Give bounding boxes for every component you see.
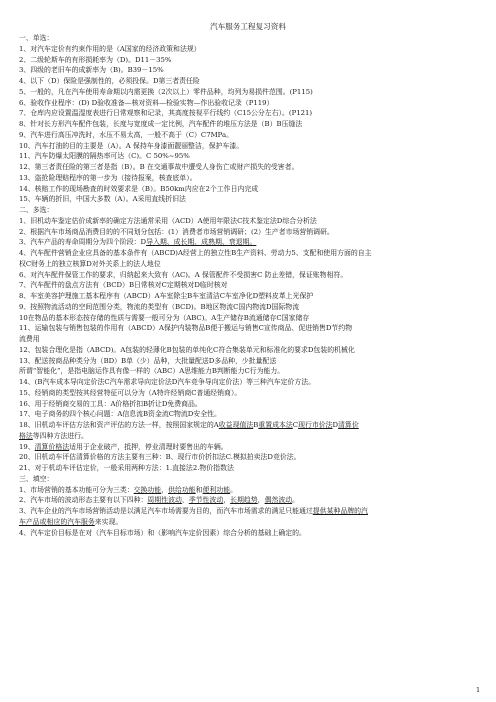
text-segment: 适用于企业破产，抵押，停业清理时要售出的车辆。: [69, 442, 228, 451]
text-line: [19, 345, 477, 356]
text-segment: 来实现。: [94, 517, 123, 526]
text-segment: 17、电子商务的四个核心问题：A信息流B资金流C物流D安全性。: [19, 410, 221, 419]
text-segment: 二、多选：: [19, 206, 54, 214]
text-segment: 7、仓库内应设置温湿度表进行日常观察和记录，其高度按视平行线约（C15公分左右）。(P121): [19, 109, 313, 118]
text-segment: 和: [195, 485, 203, 494]
underlined-answer: 交换功能: [133, 485, 162, 494]
text-segment: 13、盗抢险理赔程序的第一步为（接待报案，核查底单）。: [19, 173, 197, 182]
underlined-answer: 清算价格法: [34, 442, 70, 451]
text-segment: 19、: [19, 442, 35, 451]
text-segment: 9、汽车进行高压冲洗时，水压不易太高，一般不高于（C）C7MPa。: [19, 130, 233, 139]
text-line: [19, 420, 477, 431]
text-segment: ，: [257, 496, 265, 505]
text-segment: 等四种方法进行。: [32, 431, 88, 440]
underlined-answer: 季节性波动: [188, 496, 224, 505]
underlined-answer: 重置成本法: [258, 421, 293, 429]
text-line: [19, 216, 477, 227]
text-line: [19, 205, 477, 216]
text-line: [19, 130, 477, 141]
text-segment: 4、汽车定价目标是在对（汽车目标市场）和（影响汽车定价因素）综合分析的基础上确定的。: [19, 528, 306, 537]
text-line: [19, 409, 477, 420]
text-line: [19, 44, 477, 55]
text-line: [19, 98, 477, 109]
text-segment: 16、用于经销商交易的工具：A价格折扣B折让D免费商品。: [19, 399, 202, 408]
document-title: 汽车服务工程复习资料: [210, 22, 286, 31]
text-segment: 12、第三者责任险的第三者是指（B）。B 在交通事故中遭受人身伤亡或财产损失的受害者。: [19, 163, 299, 171]
text-line: [19, 87, 477, 98]
text-segment: D: [332, 421, 339, 429]
text-line: [19, 173, 477, 184]
text-segment: 流费用: [19, 335, 40, 343]
text-segment: 12、包装合理化是指（ABCD)。A包装的轻薄化B包装的单纯化C符合集装单元和标准化的要求D包装的机械化: [19, 345, 355, 354]
text-line: [19, 377, 477, 388]
text-line: [19, 506, 477, 517]
text-segment: 1、旧机动车鉴定估价成新率的确定方法通常采用（ACD）A使用年限法C技术鉴定法D综合分析法: [19, 216, 317, 225]
underlined-answer: 周期性波动: [147, 496, 182, 505]
text-line: [19, 323, 477, 334]
text-segment: B: [253, 421, 259, 429]
text-line: [19, 528, 477, 539]
text-line: [19, 141, 477, 152]
text-segment: 13、配送按商品种类分为（BD）B单（少）品种，大批量配送D多品种，少批量配送: [19, 356, 277, 365]
text-segment: 18、旧机动车评估方法和资产评估的方法一样，按照国家规定的A: [19, 421, 219, 429]
text-segment: 2、二级轮斯车的有形损耗率为（D)。D11－35%: [19, 55, 172, 64]
text-line: [19, 33, 477, 44]
text-line: [19, 334, 477, 345]
underlined-answer: 长期趋势: [230, 496, 258, 505]
underlined-answer: 收益现值法: [218, 421, 254, 429]
text-line: [19, 227, 477, 238]
text-line: [19, 280, 477, 291]
text-line: [19, 313, 477, 324]
text-segment: 所谓“智能化”，是指电脑运作具有像一样的（ABC）A思维能力B判断能力C行为能力。: [19, 367, 285, 376]
text-segment: 14、(B汽车成本导向定价法C汽车需求导向定价法D汽车竞争导向定价法）等三种汽车定价方法。: [19, 378, 316, 386]
text-segment: 1、市场营销的基本功能可分为三类：: [19, 485, 134, 494]
text-segment: 2、汽车市场的波动形态主要有以下四种：: [19, 496, 148, 505]
text-segment: 权C财务上的独立核算D对外关系上的法人地位: [19, 259, 161, 268]
text-line: [19, 474, 477, 485]
text-segment: 10在物品的基本形态按存储的性质与需要一般可分为（ABC)。A生产储存B流通储存C国家储存: [19, 313, 310, 322]
text-line: [19, 259, 477, 270]
text-segment: 3、汽车企业的汽车市场营销活动是以满足汽车市场需要为目的，而汽车市场需求的满足只能通过: [19, 507, 313, 515]
text-segment: 7、汽车配件的盘点方法有（BCD）B日常核对C定期核对D临时核对: [19, 281, 228, 290]
text-segment: ，: [181, 496, 189, 505]
underlined-answer: 便利功能: [202, 485, 231, 494]
text-segment: 9、按照物流活动的空间范围分类，物流的类型有（BCD)。B地区物流C国内物流D国际物流: [19, 302, 300, 311]
text-line: [19, 237, 477, 248]
text-segment: 三、填空：: [19, 474, 54, 483]
text-segment: 4、汽车配件营销企业应具备的基本条件有（ABCD)A经营上的独立性B生产资料、劳动力5、支配和使用方面的自主: [19, 249, 372, 257]
text-segment: 2、根据汽车市场商品消费目的的不同划分包括：(1）消费者市场营销调研；(2）生产者市场营销调研。: [19, 227, 334, 236]
text-segment: 6、验收作业程序：(D) D验收准备—核对资料—检验实物—作出验收记录（P119）: [19, 98, 274, 107]
text-line: [19, 452, 477, 463]
text-segment: 1、对汽车定价有约束作用的是（A国家的经济政策和法规）: [19, 44, 201, 53]
underlined-answer: 导入期、成长期、成熟期、衰退期。: [146, 238, 257, 247]
text-segment: 11、运输包装与销售包装的作用有（ABCD）A保护内装物品B便于搬运与销售C宣传商品、促进销售D节约物: [19, 324, 353, 333]
text-line: [19, 442, 477, 453]
text-line: [19, 366, 477, 377]
text-segment: 11、汽车防爆太阳膜的隔热率可达（C)。C 50%~95%: [19, 152, 190, 161]
text-line: [19, 248, 477, 259]
text-segment: 3、四级的老旧车的成新率为（B)。B39－15%: [19, 66, 164, 75]
underlined-answer: 格法: [19, 431, 33, 440]
text-segment: 20、旧机动车评估清算价格的方法主要有三种：B、现行市价折扣法C.模拟拍卖法D竞价法。: [19, 453, 301, 462]
text-line: [19, 399, 477, 410]
text-line: [19, 291, 477, 302]
text-line: [19, 65, 477, 76]
underlined-answer: 偶然波动: [264, 496, 293, 505]
text-segment: 15、车辆的折旧，中国大多数（A）。A采用直线折旧法: [19, 195, 186, 204]
text-segment: 6、对汽车配件保管工作的要求，归纳起来大致有（AC)。A 保管配件不受损害C 防止差错，保证账物相符。: [19, 270, 348, 279]
text-line: [19, 517, 477, 528]
underlined-answer: 清算价: [338, 421, 359, 429]
text-line: [19, 108, 477, 119]
text-line: [19, 55, 477, 66]
text-line: [19, 431, 477, 442]
text-segment: 一、单选：: [19, 34, 54, 42]
text-line: [19, 194, 477, 205]
text-line: [19, 119, 477, 130]
text-line: [19, 356, 477, 367]
text-line: [19, 76, 477, 87]
text-segment: 8、针对长方形汽车配件包装，长度与宽度成一定比例，汽车配件的堆压方法是（B）B压缝法: [19, 120, 303, 128]
text-line: [19, 162, 477, 173]
text-line: [19, 495, 477, 506]
text-segment: 21、对于机动车评估定价，一般采用两种方法：1.直接法2.物价指数法: [19, 464, 234, 472]
text-segment: 3、汽车产品的寿命周期分为四个阶段：D: [19, 238, 147, 247]
text-segment: 14、核赔工作的现场勘查的时效要求是（B）。B50km内应在2个工作日内完成: [19, 184, 259, 193]
underlined-answer: 供给功能: [168, 485, 196, 494]
text-line: [19, 151, 477, 162]
text-line: [19, 485, 477, 496]
document-body: [19, 33, 477, 538]
text-segment: C: [292, 421, 299, 429]
text-line: [19, 184, 477, 195]
text-segment: 15、经销商的类型按其经营特征可以分为（A特许经销商C普通经销商）。: [19, 388, 242, 397]
text-segment: 8、车室美容护理施工基本程序有（ABCD）A车室除尘B车室清洁C车室净化D塑料皮革上光保护: [19, 292, 314, 300]
text-line: [19, 463, 477, 474]
text-line: [19, 388, 477, 399]
text-segment: 10、汽车打油的目的主要是（A）。A 保持车身漆面靓丽整洁，保护车漆。: [19, 141, 244, 150]
text-line: [19, 302, 477, 313]
page-number: 1: [476, 686, 481, 694]
underlined-answer: 车产品或相应的汽车服务: [19, 517, 95, 526]
text-segment: ，: [161, 485, 169, 494]
text-segment: 5、一般的，凡在汽车使用寿命期以内需更换（2次以上）零件品种，均列为易损件范围。(P115): [19, 87, 313, 96]
text-segment: 。: [230, 485, 237, 494]
text-segment: 。: [292, 496, 300, 505]
text-line: [19, 270, 477, 281]
underlined-answer: 现行市价法: [298, 421, 333, 429]
text-segment: ，: [223, 496, 231, 505]
underlined-answer: 提供某种品牌的汽: [312, 507, 368, 515]
text-segment: 4、以下（D）保险是强制性的，必须投保。D第三者责任险: [19, 77, 200, 85]
